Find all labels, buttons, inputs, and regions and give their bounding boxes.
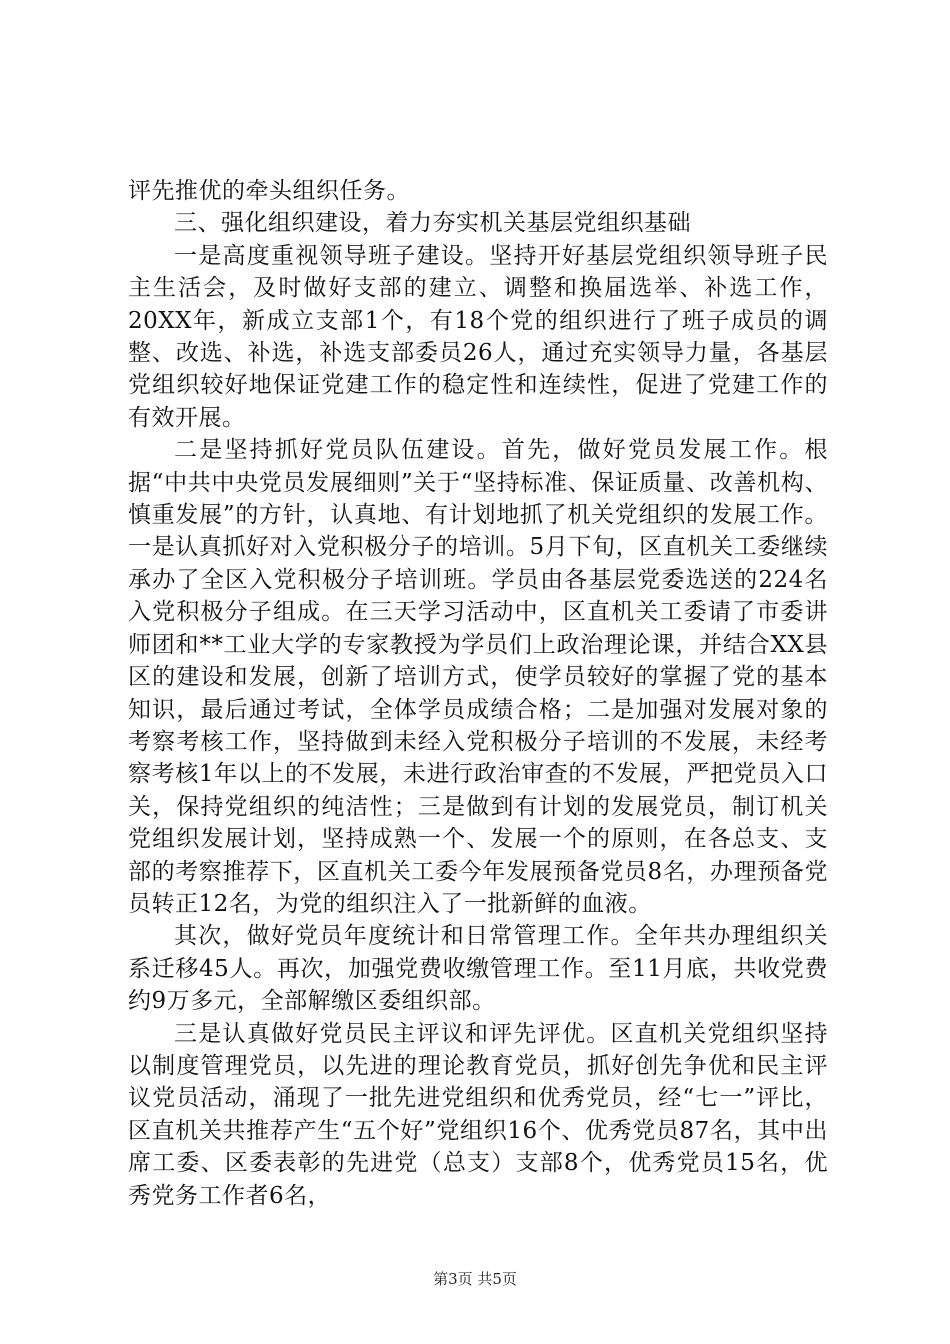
paragraph: 二是坚持抓好党员队伍建设。首先，做好党员发展工作。根据“中共中央党员发展细则”关于“坚持标准、保证质量、改善机构、慎重发展”的方针，认真地、有计划地抓了机关党组织的发展工作。一是认真抓好对入党积极分子的培训。5月下旬，区直机关工委继续承办了全区入党积极分子培训班。学员由各基层党委选送的224名入党积极分子组成。在三天学习活动中，区直机关工委请了市委讲师团和**工业大学的专家教授为学员们上政治理论课，并结合XX县区的建设和发展，创新了培训方式，使学员较好的掌握了党的基本知识，最后通过考试，全体学员成绩合格；二是加强对发展对象的考察考核工作，坚持做到未经入党积极分子培训的不发展，未经考察考核1年以上的不发展，未进行政治审查的不发展，严把党员入口关，保持党组织的纯洁性；三是做到有计划的发展党员，制订机关党组织发展计划，坚持成熟一个、发展一个的原则，在各总支、支部的考察推荐下，区直机关工委今年发展预备党员8名，办理预备党员转正12名，为党的组织注入了一批新鲜的血液。	[128, 437, 828, 917]
paragraph: 评先推优的牵头组织任务。	[128, 178, 410, 204]
section-heading: 三、强化组织建设，着力夯实机关基层党组织基础	[174, 210, 691, 237]
document-body	[128, 175, 828, 1212]
paragraph: 一是高度重视领导班子建设。坚持开好基层党组织领导班子民主生活会，及时做好支部的建立、调整和换届选举、补选工作，20XX年，新成立支部1个，有18个党的组织进行了班子成员的调整、改选、补选，补选支部委员26人，通过充实领导力量，各基层党组织较好地保证党建工作的稳定性和连续性，促进了党建工作的有效开展。	[128, 242, 828, 431]
paragraph: 其次，做好党员年度统计和日常管理工作。全年共办理组织关系迁移45人。再次，加强党费收缴管理工作。至11月底，共收党费约9万多元，全部解缴区委组织部。	[128, 923, 828, 1015]
page-number-footer: 第3页 共5页	[433, 1270, 517, 1288]
paragraph: 三是认真做好党员民主评议和评先评优。区直机关党组织坚持以制度管理党员，以先进的理论教育党员，抓好创先争优和民主评议党员活动，涌现了一批先进党组织和优秀党员，经“七一”评比，区直机关共推荐产生“五个好”党组织16个、优秀党员87名，其中出席工委、区委表彰的先进党（总支）支部8个，优秀党员15名，优秀党务工作者6名，	[128, 1020, 828, 1209]
